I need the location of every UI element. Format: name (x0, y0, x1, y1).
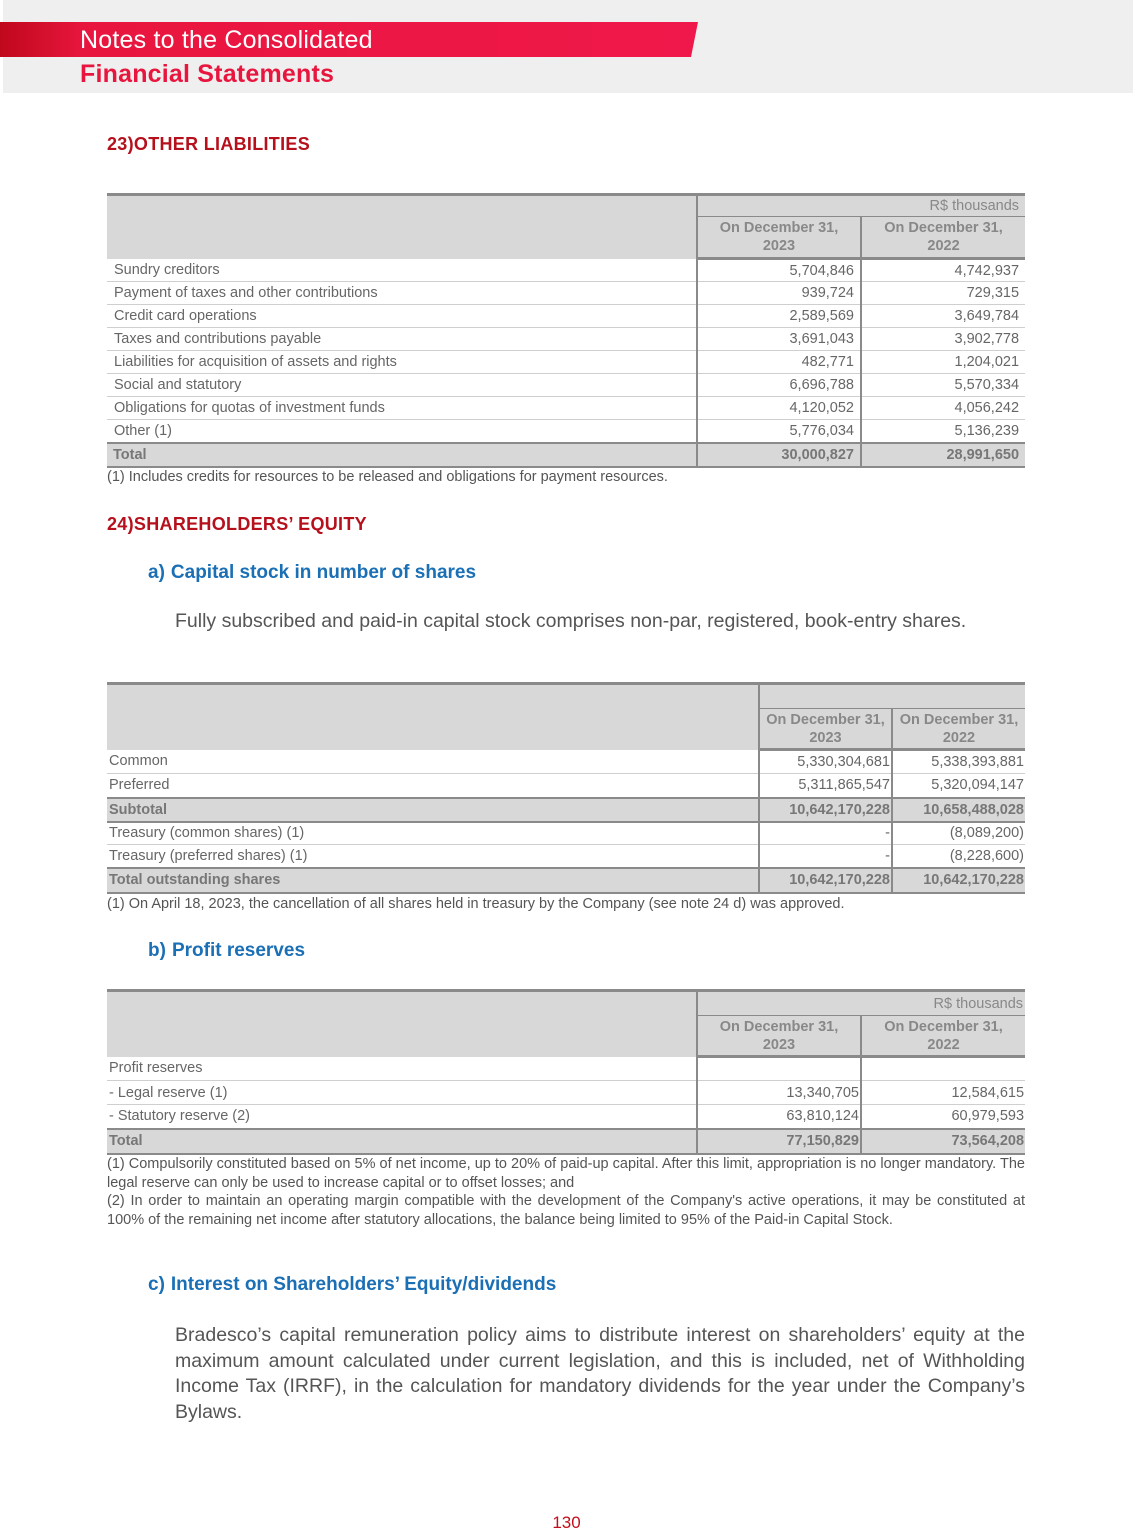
table-row (107, 328, 1025, 351)
table-header-blank (107, 195, 697, 259)
table-row (107, 750, 1025, 774)
subsection-b-title (148, 940, 305, 962)
row-label: Treasury (common shares) (1) (107, 822, 759, 845)
row-value-2023: 939,724 (697, 282, 861, 305)
total-label: Total (107, 443, 697, 467)
row-value-2023: 5,330,304,681 (759, 750, 892, 774)
unit-label: R$ thousands (697, 991, 1025, 1016)
subsection-c-title (148, 1274, 556, 1296)
table-row (107, 1057, 1025, 1081)
total-outstanding-2023: 10,642,170,228 (759, 868, 892, 893)
table-row (107, 822, 1025, 845)
row-value-2022: 5,338,393,881 (892, 750, 1025, 774)
table-header-blank (107, 684, 759, 750)
header-spacer (759, 684, 1025, 709)
row-value-2023: 63,810,124 (697, 1105, 861, 1129)
row-value-2023: - (759, 845, 892, 868)
header-title-line2: Financial Statements (80, 60, 335, 88)
subsection-a-letter: a) (148, 562, 165, 583)
other-liabilities-table (107, 193, 1025, 468)
capital-stock-table (107, 682, 1025, 894)
interest-policy-paragraph: Bradesco’s capital remuneration policy aims to distribute interest on shareholders’ equity at the maximum amount calculated under current legislation, and this is included, net of Withholding Income Tax (IRRF), in the calculation for mandatory dividends for the year under the Company’s Bylaws. (175, 1324, 1025, 1423)
capital-stock-paragraph: Fully subscribed and paid-in capital stock comprises non-par, registered, book-entry shares. (175, 610, 967, 632)
row-value-2023: 2,589,569 (697, 305, 861, 328)
note-24a: (1) On April 18, 2023, the cancellation of all shares held in treasury by the Company (see note 24 d) was approved. (107, 896, 845, 912)
table-row (107, 1105, 1025, 1129)
table-row (107, 374, 1025, 397)
row-label: Profit reserves (107, 1057, 697, 1081)
note-23: (1) Includes credits for resources to be released and obligations for payment resources. (107, 469, 668, 485)
row-value-2022: 1,204,021 (861, 351, 1025, 374)
table-row (107, 305, 1025, 328)
row-value-2022 (861, 1057, 1025, 1081)
table-row (107, 282, 1025, 305)
row-value-2022: (8,089,200) (892, 822, 1025, 845)
row-value-2023: 5,704,846 (697, 259, 861, 282)
row-value-2023 (697, 1057, 861, 1081)
table-row (107, 845, 1025, 868)
row-value-2022: 729,315 (861, 282, 1025, 305)
note-24b-1: (1) Compulsorily constituted based on 5% of net income, up to 20% of paid-up capital. After this limit, appropriation is no longer mandatory. The legal reserve can only be used to increase capital or to offset losses; and (107, 1156, 1025, 1191)
row-label: Social and statutory (107, 374, 697, 397)
row-value-2022: 60,979,593 (861, 1105, 1025, 1129)
total-2022: 73,564,208 (861, 1129, 1025, 1154)
row-label: Payment of taxes and other contributions (107, 282, 697, 305)
row-label: Preferred (107, 774, 759, 798)
page-number: 130 (552, 1513, 581, 1532)
row-value-2023: 13,340,705 (697, 1081, 861, 1105)
subsection-c-letter: c) (148, 1274, 165, 1295)
column-header-2023: On December 31, 2023 (697, 217, 861, 259)
subtotal-2022: 10,658,488,028 (892, 798, 1025, 822)
section-23-title: 23)OTHER LIABILITIES (107, 134, 311, 154)
subsection-c-text: Interest on Shareholders’ Equity/dividends (170, 1274, 557, 1295)
table-header-blank (107, 991, 697, 1057)
table-row (107, 774, 1025, 798)
row-value-2023: - (759, 822, 892, 845)
row-value-2022: 4,742,937 (861, 259, 1025, 282)
subtotal-2023: 10,642,170,228 (759, 798, 892, 822)
table-row (107, 1081, 1025, 1105)
row-value-2022: 5,570,334 (861, 374, 1025, 397)
row-value-2023: 5,776,034 (697, 420, 861, 443)
subsection-a-title (148, 562, 476, 584)
row-label: Credit card operations (107, 305, 697, 328)
row-label: Common (107, 750, 759, 774)
subsection-a-text: Capital stock in number of shares (170, 562, 477, 583)
total-2023: 77,150,829 (697, 1129, 861, 1154)
row-value-2023: 4,120,052 (697, 397, 861, 420)
table-row (107, 420, 1025, 443)
total-outstanding-label: Total outstanding shares (107, 868, 759, 893)
note-24b-2: (2) In order to maintain an operating margin compatible with the development of the Company's active operations, it may be constituted at 100% of the remaining net income after statutory allocations, the balance being limited to 95% of the Paid-in Capital Stock. (107, 1193, 1025, 1228)
row-value-2022: 12,584,615 (861, 1081, 1025, 1105)
subtotal-label: Subtotal (107, 798, 759, 822)
total-outstanding-2022: 10,642,170,228 (892, 868, 1025, 893)
column-header-2022: On December 31, 2022 (892, 709, 1025, 750)
profit-reserves-table (107, 989, 1025, 1155)
subsection-b-text: Profit reserves (171, 940, 306, 961)
row-value-2023: 3,691,043 (697, 328, 861, 351)
header-title-line1: Notes to the Consolidated (80, 26, 373, 54)
row-value-2022: 3,902,778 (861, 328, 1025, 351)
row-label: Other (1) (107, 420, 697, 443)
row-value-2022: (8,228,600) (892, 845, 1025, 868)
column-header-2023: On December 31, 2023 (759, 709, 892, 750)
total-label: Total (107, 1129, 697, 1154)
row-value-2023: 6,696,788 (697, 374, 861, 397)
row-label: Sundry creditors (107, 259, 697, 282)
row-value-2022: 3,649,784 (861, 305, 1025, 328)
section-24-title: 24)SHAREHOLDERS’ EQUITY (107, 514, 367, 534)
unit-label: R$ thousands (697, 195, 1025, 217)
total-2022: 28,991,650 (861, 443, 1025, 467)
row-value-2022: 4,056,242 (861, 397, 1025, 420)
column-header-2023: On December 31, 2023 (697, 1016, 861, 1057)
subsection-b-letter: b) (148, 940, 166, 961)
row-value-2023: 5,311,865,547 (759, 774, 892, 798)
total-2023: 30,000,827 (697, 443, 861, 467)
row-label: Taxes and contributions payable (107, 328, 697, 351)
table-row (107, 351, 1025, 374)
column-header-2022: On December 31, 2022 (861, 217, 1025, 259)
row-value-2023: 482,771 (697, 351, 861, 374)
column-header-2022: On December 31, 2022 (861, 1016, 1025, 1057)
row-label: - Statutory reserve (2) (107, 1105, 697, 1129)
table-row (107, 397, 1025, 420)
row-label: Liabilities for acquisition of assets and rights (107, 351, 697, 374)
table-row (107, 259, 1025, 282)
row-label: - Legal reserve (1) (107, 1081, 697, 1105)
row-value-2022: 5,320,094,147 (892, 774, 1025, 798)
row-value-2022: 5,136,239 (861, 420, 1025, 443)
row-label: Obligations for quotas of investment funds (107, 397, 697, 420)
row-label: Treasury (preferred shares) (1) (107, 845, 759, 868)
